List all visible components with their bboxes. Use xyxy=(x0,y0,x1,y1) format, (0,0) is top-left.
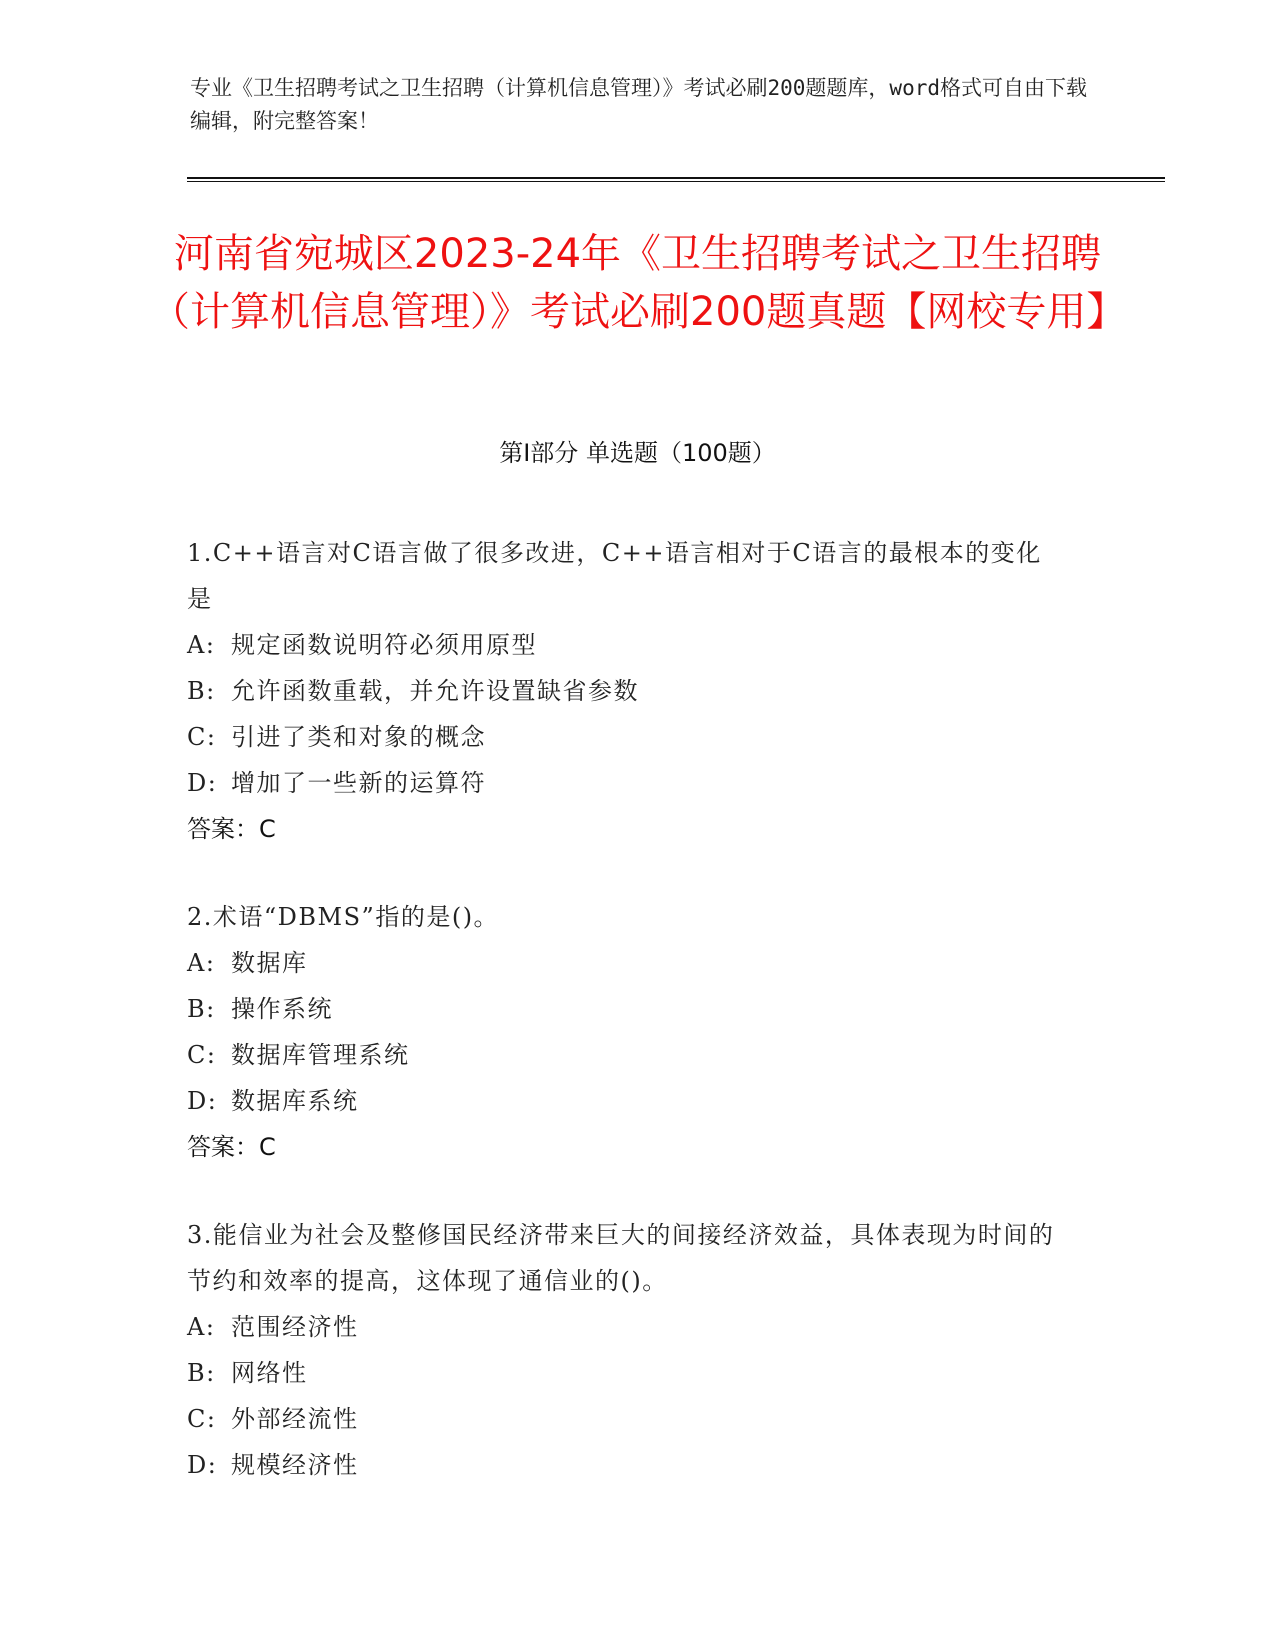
question-stem: 3.能信业为社会及整修国民经济带来巨大的间接经济效益，具体表现为时间的节约和效率的提高，这体现了通信业的()。 xyxy=(187,1221,1055,1295)
option-text: 操作系统 xyxy=(231,995,333,1023)
option-b xyxy=(187,1350,1067,1396)
option-text: 外部经流性 xyxy=(231,1405,359,1433)
document-title: 河南省宛城区2023-24年《卫生招聘考试之卫生招聘（计算机信息管理）》考试必刷200题真题【网校专用】 xyxy=(150,231,1127,335)
option-key: D: xyxy=(187,1087,218,1115)
divider-rule xyxy=(187,177,1165,179)
answer-line: 答案：C xyxy=(187,1133,276,1161)
option-a xyxy=(187,622,1067,668)
option-text: 网络性 xyxy=(231,1359,308,1387)
option-key: B: xyxy=(187,1359,216,1387)
option-c xyxy=(187,1396,1067,1442)
question-stem: 2.术语“DBMS”指的是()。 xyxy=(187,903,500,931)
divider-rule-thin xyxy=(187,181,1165,182)
question-list xyxy=(187,530,1067,1530)
question-3 xyxy=(187,1212,1067,1488)
option-key: A: xyxy=(187,1313,216,1341)
option-c xyxy=(187,1032,1067,1078)
option-key: A: xyxy=(187,631,216,659)
section-heading: 第I部分 单选题（100题） xyxy=(499,439,776,467)
option-text: 数据库系统 xyxy=(231,1087,359,1115)
option-key: C: xyxy=(187,723,217,751)
option-d xyxy=(187,1078,1067,1124)
option-text: 范围经济性 xyxy=(231,1313,359,1341)
option-key: C: xyxy=(187,1405,217,1433)
option-text: 规模经济性 xyxy=(231,1451,359,1479)
option-key: D: xyxy=(187,1451,218,1479)
option-text: 引进了类和对象的概念 xyxy=(231,723,486,751)
option-key: B: xyxy=(187,995,216,1023)
option-key: D: xyxy=(187,769,218,797)
option-a xyxy=(187,940,1067,986)
option-b xyxy=(187,668,1067,714)
option-a xyxy=(187,1304,1067,1350)
option-d xyxy=(187,760,1067,806)
option-text: 规定函数说明符必须用原型 xyxy=(231,631,537,659)
option-key: A: xyxy=(187,949,216,977)
option-text: 允许函数重载，并允许设置缺省参数 xyxy=(231,677,639,705)
option-b xyxy=(187,986,1067,1032)
option-c xyxy=(187,714,1067,760)
option-key: C: xyxy=(187,1041,217,1069)
question-2 xyxy=(187,894,1067,1170)
option-text: 增加了一些新的运算符 xyxy=(231,769,486,797)
option-d xyxy=(187,1442,1067,1488)
question-1 xyxy=(187,530,1067,852)
answer-line: 答案：C xyxy=(187,815,276,843)
question-stem: 1.C++语言对C语言做了很多改进，C++语言相对于C语言的最根本的变化是 xyxy=(187,539,1042,613)
option-key: B: xyxy=(187,677,216,705)
option-text: 数据库管理系统 xyxy=(231,1041,410,1069)
option-text: 数据库 xyxy=(231,949,308,977)
header-note: 专业《卫生招聘考试之卫生招聘（计算机信息管理）》考试必刷200题题库，word格式可自由下载编辑，附完整答案！ xyxy=(190,76,1087,133)
